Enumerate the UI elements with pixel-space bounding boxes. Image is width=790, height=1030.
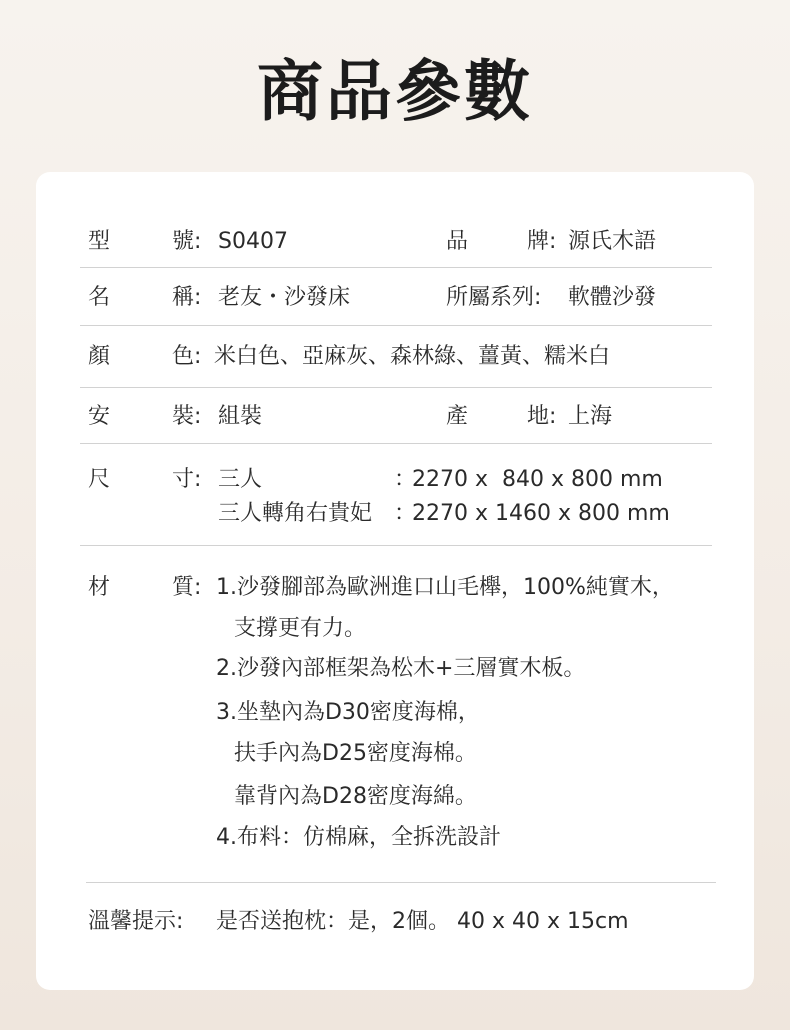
material-line: 4.布料：仿棉麻，全拆洗設計 — [216, 825, 501, 850]
origin-value: 上海 — [568, 404, 613, 429]
brand-label-2: 牌: — [527, 229, 557, 254]
size-item-colon: ： — [394, 467, 417, 492]
material-line: 2.沙發內部框架為松木+三層實木板。 — [216, 656, 586, 681]
name-label-1: 名 — [88, 285, 111, 310]
install-label-2: 裝: — [172, 404, 202, 429]
size-item-dims: 2270 x 840 x 800 mm — [412, 467, 663, 492]
material-line: 1.沙發腳部為歐洲進口山毛櫸，100%純實木， — [216, 575, 674, 600]
divider — [80, 267, 712, 268]
divider — [80, 325, 712, 326]
name-value: 老友・沙發床 — [218, 285, 351, 310]
install-label-1: 安 — [88, 404, 111, 429]
tip-label: 溫馨提示: — [88, 909, 184, 934]
material-label-2: 質: — [172, 575, 202, 600]
divider — [86, 882, 716, 883]
origin-label-1: 產 — [446, 404, 469, 429]
origin-label-2: 地: — [527, 404, 557, 429]
color-label-1: 顏 — [88, 344, 111, 369]
divider — [80, 387, 712, 388]
tip-value: 是否送抱枕：是，2個。 40 x 40 x 15cm — [216, 909, 629, 934]
brand-value: 源氏木語 — [568, 229, 657, 254]
material-line: 3.坐墊內為D30密度海棉， — [216, 700, 480, 725]
series-value: 軟體沙發 — [568, 285, 657, 310]
divider — [80, 545, 712, 546]
size-label-1: 尺 — [88, 467, 111, 492]
model-label-1: 型 — [88, 229, 111, 254]
series-label: 所屬系列: — [446, 285, 542, 310]
divider — [80, 443, 712, 444]
page-title: 商品參數 — [257, 53, 533, 130]
color-value: 米白色、亞麻灰、森林綠、薑黃、糯米白 — [214, 344, 611, 369]
material-line: 扶手內為D25密度海棉。 — [234, 741, 477, 766]
material-line: 支撐更有力。 — [234, 616, 367, 641]
name-label-2: 稱: — [172, 285, 202, 310]
model-value: S0407 — [218, 229, 288, 254]
model-label-2: 號: — [172, 229, 202, 254]
size-item-colon: ： — [394, 501, 417, 526]
color-label-2: 色: — [172, 344, 202, 369]
brand-label-1: 品 — [446, 229, 469, 254]
size-item-dims: 2270 x 1460 x 800 mm — [412, 501, 670, 526]
size-item-name: 三人 — [218, 467, 263, 492]
size-item-name: 三人轉角右貴妃 — [218, 501, 373, 526]
material-line: 靠背內為D28密度海綿。 — [234, 784, 477, 809]
install-value: 組裝 — [218, 404, 263, 429]
material-label-1: 材 — [88, 575, 111, 600]
size-label-2: 寸: — [172, 467, 202, 492]
